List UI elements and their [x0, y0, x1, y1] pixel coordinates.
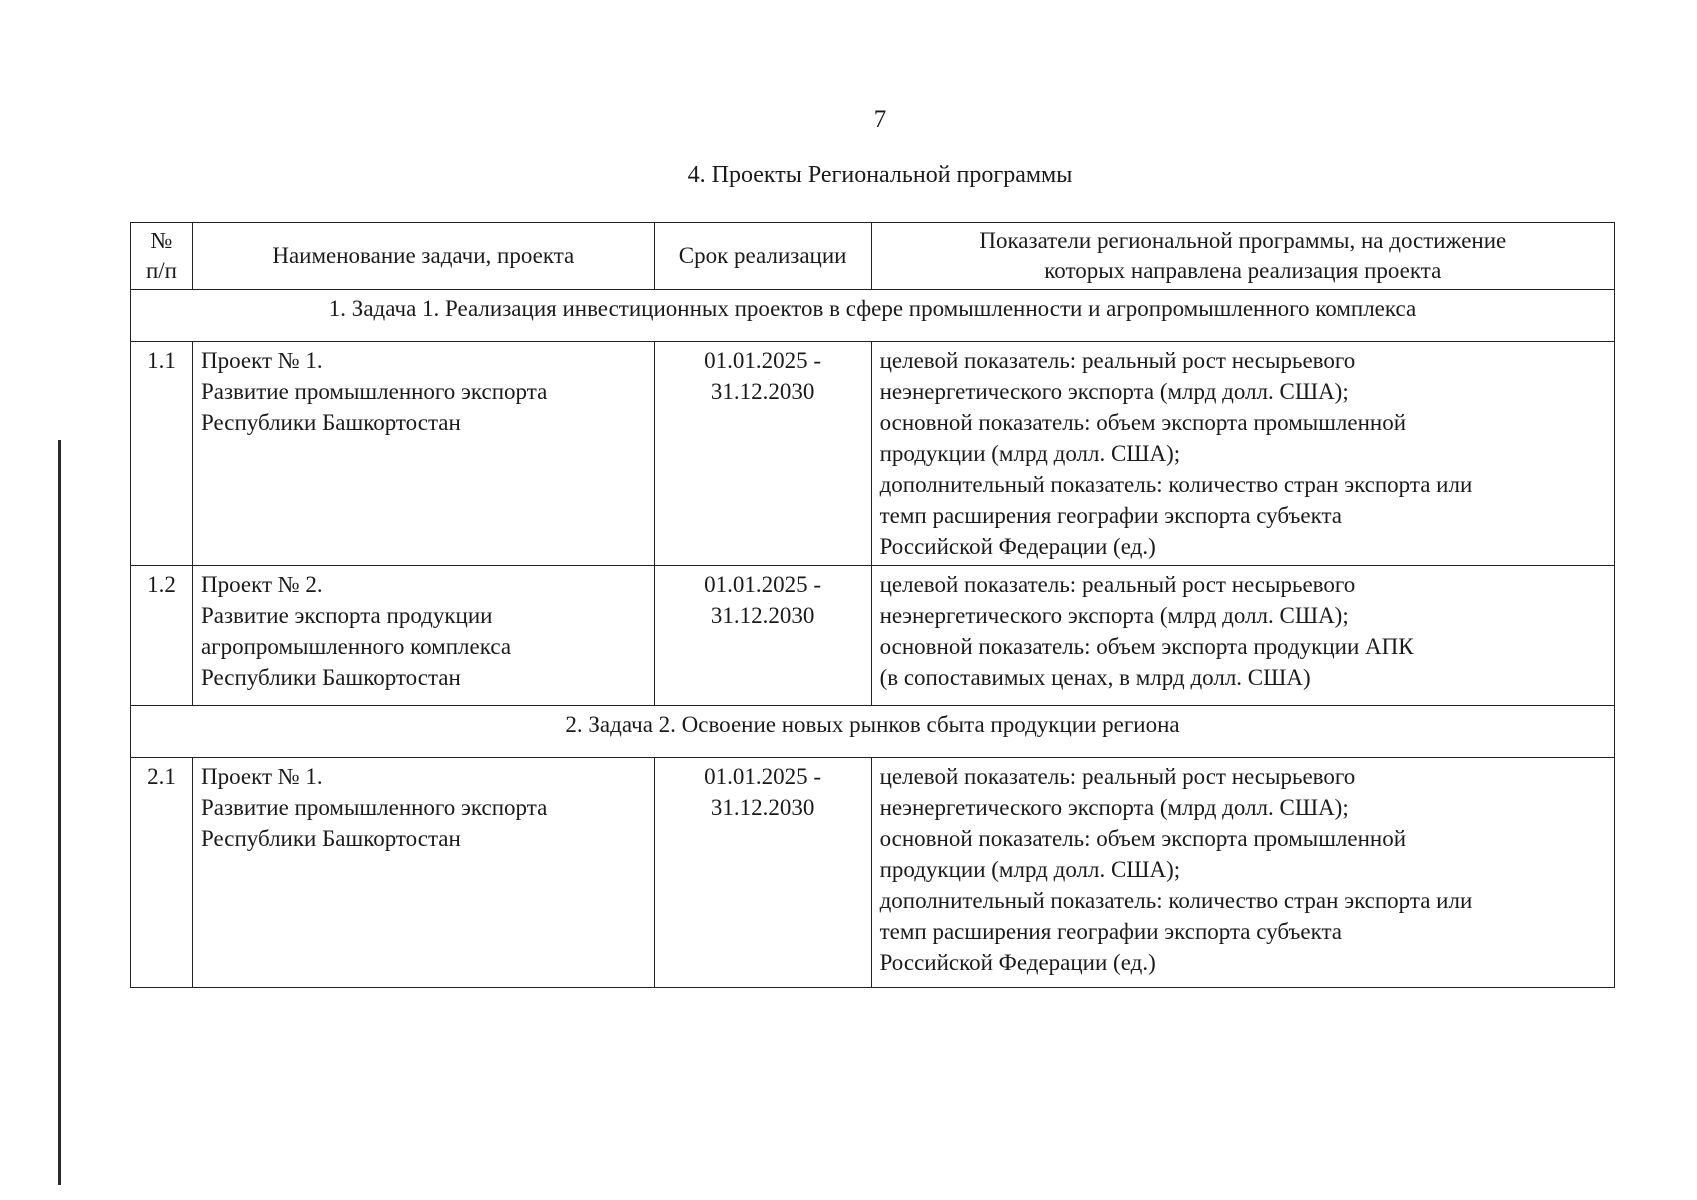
indicator-line: Российской Федерации (ед.) [879, 534, 1156, 559]
indicator-line: продукции (млрд долл. США); [879, 441, 1181, 466]
project-name-line: Проект № 1. [200, 348, 323, 373]
term-end: 31.12.2030 [710, 795, 815, 820]
term-start: 01.01.2025 - [704, 348, 822, 373]
project-term [654, 758, 871, 988]
project-name-line: Республики Башкортостан [200, 410, 461, 435]
indicator-line: неэнергетического экспорта (млрд долл. США); [879, 603, 1349, 628]
table-row [131, 758, 1615, 988]
term-end: 31.12.2030 [710, 379, 815, 404]
header-indicators-line: которых направлена реализация проекта [1044, 258, 1442, 283]
table-header-row [131, 223, 1615, 290]
term-end: 31.12.2030 [710, 603, 815, 628]
header-num-line: № [150, 228, 173, 253]
header-indicators [871, 223, 1614, 290]
indicator-line: неэнергетического экспорта (млрд долл. США); [879, 379, 1349, 404]
project-term [654, 342, 871, 566]
section-title: 4. Проекты Региональной программы [687, 162, 1073, 188]
indicator-line: неэнергетического экспорта (млрд долл. США); [879, 795, 1349, 820]
project-name-line: Развитие экспорта продукции [200, 603, 493, 628]
header-num-line: п/п [145, 258, 177, 283]
project-name-line: агропромышленного комплекса [200, 634, 512, 659]
indicator-line: основной показатель: объем экспорта промышленной [879, 410, 1407, 435]
scan-edge-line [58, 440, 61, 1185]
indicator-line: основной показатель: объем экспорта промышленной [879, 826, 1407, 851]
project-name-line: Проект № 1. [200, 764, 323, 789]
indicator-line: целевой показатель: реальный рост несырьевого [879, 572, 1356, 597]
project-name [192, 758, 654, 988]
project-term [654, 566, 871, 706]
indicator-line: целевой показатель: реальный рост несырьевого [879, 764, 1356, 789]
project-indicators [871, 566, 1614, 706]
indicator-line: темп расширения географии экспорта субъекта [879, 919, 1343, 944]
project-indicators [871, 758, 1614, 988]
indicator-line: темп расширения географии экспорта субъекта [879, 503, 1343, 528]
task-2-row [131, 706, 1615, 758]
project-name-line: Проект № 2. [200, 572, 323, 597]
indicator-line: целевой показатель: реальный рост несырьевого [879, 348, 1356, 373]
project-name [192, 566, 654, 706]
page-number: 7 [873, 106, 887, 133]
project-name-line: Развитие промышленного экспорта [200, 795, 548, 820]
project-name-line: Республики Башкортостан [200, 665, 461, 690]
indicator-line: Российской Федерации (ед.) [879, 950, 1156, 975]
table-row [131, 342, 1615, 566]
indicator-line: дополнительный показатель: количество стран экспорта или [879, 472, 1473, 497]
indicator-line: основной показатель: объем экспорта продукции АПК [879, 634, 1414, 659]
table-row [131, 566, 1615, 706]
project-indicators [871, 342, 1614, 566]
task-2-title: 2. Задача 2. Освоение новых рынков сбыта продукции региона [131, 706, 1615, 758]
term-start: 01.01.2025 - [704, 764, 822, 789]
indicator-line: (в сопоставимых ценах, в млрд долл. США) [879, 665, 1311, 690]
project-name-line: Республики Башкортостан [200, 826, 461, 851]
projects-table [130, 222, 1615, 988]
task-1-row [131, 290, 1615, 342]
task-1-title: 1. Задача 1. Реализация инвестиционных проектов в сфере промышленности и агропромышленного комплекса [131, 290, 1615, 342]
header-term: Срок реализации [654, 223, 871, 290]
indicator-line: продукции (млрд долл. США); [879, 857, 1181, 882]
header-num [131, 223, 193, 290]
project-name [192, 342, 654, 566]
row-number: 1.2 [131, 566, 193, 706]
header-indicators-line: Показатели региональной программы, на достижение [979, 228, 1507, 253]
header-name: Наименование задачи, проекта [192, 223, 654, 290]
term-start: 01.01.2025 - [704, 572, 822, 597]
project-name-line: Развитие промышленного экспорта [200, 379, 548, 404]
row-number: 2.1 [131, 758, 193, 988]
row-number: 1.1 [131, 342, 193, 566]
indicator-line: дополнительный показатель: количество стран экспорта или [879, 888, 1473, 913]
